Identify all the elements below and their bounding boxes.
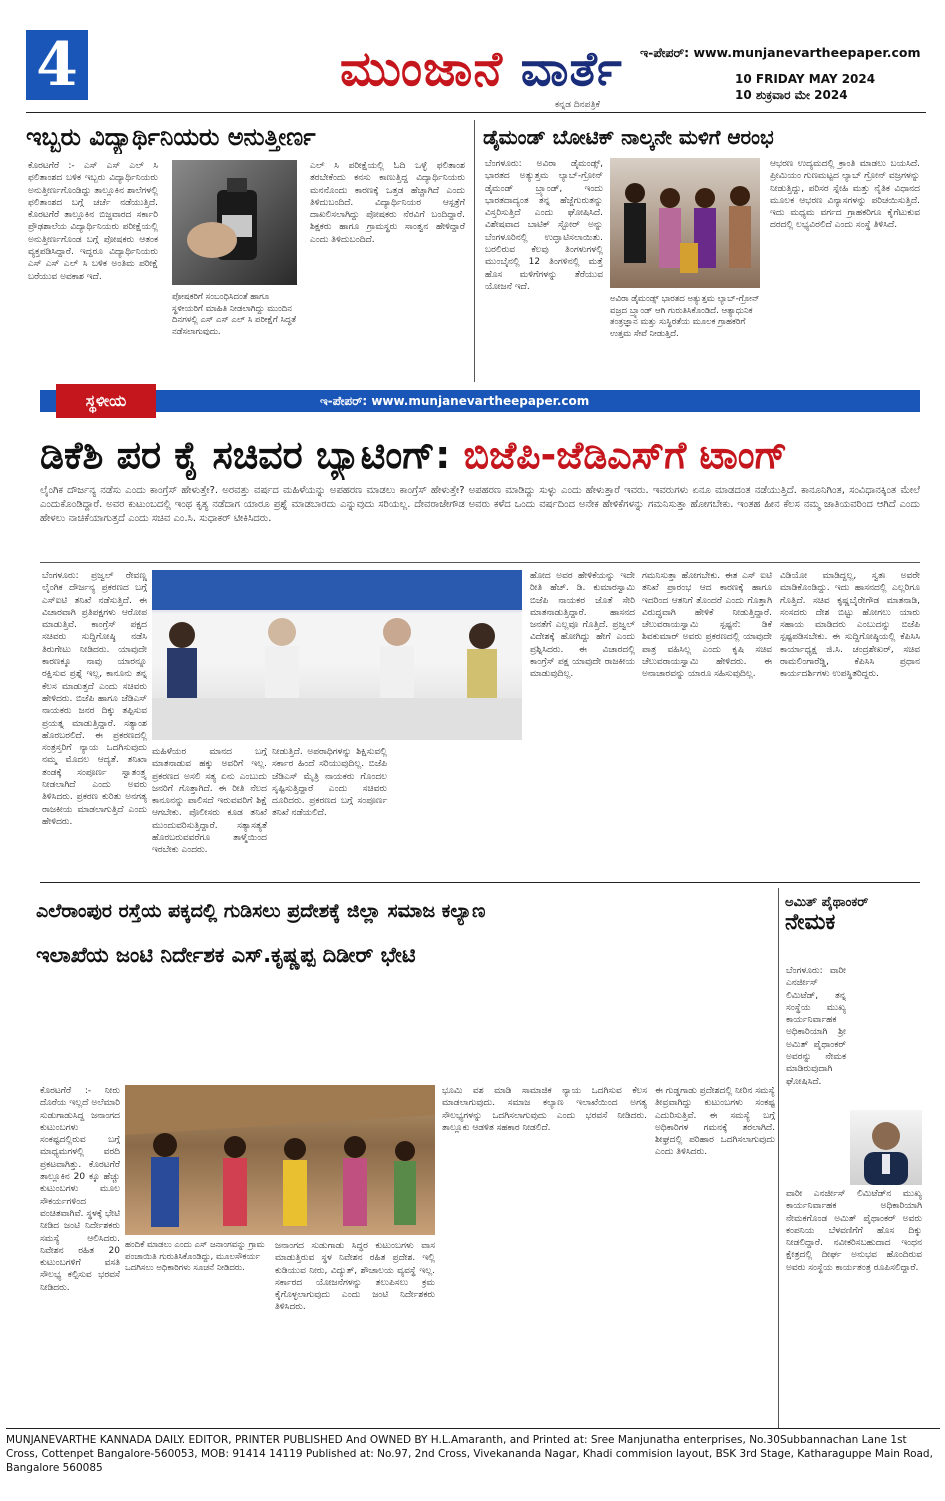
story5-body-bottom: ವಾರೀ ಎನರ್ಜೀಸ್ ಲಿಮಿಟೆಡ್‌ನ ಮುಖ್ಯ ಕಾರ್ಯನಿರ್ವಾಹಕ ಅಧಿಕಾರಿಯಾಗಿ ನೇಮಕಗೊಂಡ ಅಮಿತ್ ಪೈಥಾಂಕರ್ ಅವರು ಕಂಪನಿಯ ಬೆಳವಣಿಗೆಗೆ ಹೊಸ ದಿಕ್ಕು ನೀಡಲಿದ್ದಾರೆ. ನವೀಕರಿಸಬಹುದಾದ ಇಂಧನ ಕ್ಷೇತ್ರದಲ್ಲಿ ದೀರ್ಘ ಅನುಭವ ಹೊಂದಿರುವ ಅವರು ಸಂಸ್ಥೆಯ ಕಾರ್ಯತಂತ್ರ ರೂಪಿಸಲಿದ್ದಾರೆ. xyxy=(786,1189,922,1273)
story5-body-top: ಬೆಂಗಳೂರು: ವಾರೀ ಎನರ್ಜೀಸ್ ಲಿಮಿಟೆಡ್, ತನ್ನ ಸಂಸ್ಥೆಯ ಮುಖ್ಯ ಕಾರ್ಯನಿರ್ವಾಹಕ ಅಧಿಕಾರಿಯಾಗಿ ಶ್ರೀ ಅಮಿತ್ ಪೈಥಾಂಕರ್ ಅವರನ್ನು ನೇಮಕ ಮಾಡಿರುವುದಾಗಿ ಘೋಷಿಸಿದೆ. xyxy=(786,966,846,1087)
story4-headline-line2: ಇಲಾಖೆಯ ಜಂಟಿ ನಿರ್ದೇಶಕ ಎಸ್.ಕೃಷ್ಣಪ್ಪ ದಿಡೀರ್ ಭೇಟಿ xyxy=(36,943,416,967)
newspaper-tagline: ಕನ್ನಡ ದಿನಪತ್ರಿಕೆ xyxy=(555,100,601,110)
story4-column-4: ಭೂಮಿ ವಶ ಮಾಡಿ ಸಾಮಾಜಿಕ ನ್ಯಾಯ ಒದಗಿಸುವ ಕೆಲಸ ಮಾಡಲಾಗುವುದು. ಸಮಾಜ ಕಲ್ಯಾಣ ಇಲಾಖೆಯಿಂದ ಅಗತ್ಯ ಸೌಲಭ್ಯಗಳನ್ನು ಒದಗಿಸಲಾಗುವುದು ಎಂದು ಭರವಸೆ ನೀಡಿದರು. ತಾಲ್ಲೂಕು ಆಡಳಿತ ಸಹಕಾರ ನೀಡಲಿದೆ. xyxy=(442,1086,647,1133)
lead-column-6: ವಿಡಿಯೋ ಮಾಡಿದ್ದಲ್ಲ, ಸ್ವತಃ ಅವರೇ ಮಾಡಿಕೊಂಡಿದ್ದು. ಇದು ಹಾಸನದಲ್ಲಿ ಎಲ್ಲರಿಗೂ ಗೊತ್ತಿದೆ. ಸಚಿವ ಕೃಷ್ಣಬೈರೇಗೌಡ ಮಾತನಾಡಿ, ಸಂಸದರು ದೇಶ ಬಿಟ್ಟು ಹೋಗಲು ಯಾರು ಸಹಾಯ ಮಾಡಿದರು ಎಂಬುದನ್ನು ಬಿಜೆಪಿ ಸ್ಪಷ್ಟಪಡಿಸಬೇಕು. ಈ ಸುದ್ದಿಗೋಷ್ಠಿಯಲ್ಲಿ ಕೆಪಿಸಿಸಿ ಕಾರ್ಯಾಧ್ಯಕ್ಷ ಜಿ.ಸಿ. ಚಂದ್ರಶೇಖರ್, ಸಚಿವ ರಾಮಲಿಂಗಾರೆಡ್ಡಿ, ಕೆಪಿಸಿಸಿ ಪ್ರಧಾನ ಕಾರ್ಯದರ್ಶಿಗಳು ಉಪಸ್ಥಿತರಿದ್ದರು. xyxy=(780,571,920,680)
story1-photo-caption: ಪೋಷಕರಿಗೆ ಸಂಬಂಧಿಸಿದಂತೆ ಹಾಗೂ ಸ್ಥಳೀಯರಿಗೆ ಮಾಹಿತಿ ನೀಡಲಾಗಿದ್ದು ಮುಂದಿನ ದಿನಗಳಲ್ಲಿ ಎಸ್ ಎಸ್ ಎಲ್ ಸಿ ಪರೀಕ್ಷೆಗೆ ಸಿದ್ಧತೆ ನಡೆಸಲಾಗುವುದು. xyxy=(172,292,297,337)
person-portrait-icon xyxy=(850,1110,922,1185)
date-kannada: 10 ಶುಕ್ರವಾರ ಮೇ 2024 xyxy=(735,88,848,102)
lead-headline xyxy=(40,430,787,480)
story4-column-5: ಈ ಗುಡ್ಡಗಾಡು ಪ್ರದೇಶದಲ್ಲಿ ನೀರಿನ ಸಮಸ್ಯೆ ತೀವ್ರವಾಗಿದ್ದು ಕುಟುಂಬಗಳು ಸಂಕಷ್ಟ ಎದುರಿಸುತ್ತಿವೆ. ಈ ಸಮಸ್ಯೆ ಬಗ್ಗೆ ಅಧಿಕಾರಿಗಳ ಗಮನಕ್ಕೆ ತರಲಾಗಿದೆ. ಶೀಘ್ರದಲ್ಲಿ ಪರಿಹಾರ ಒದಗಿಸಲಾಗುವುದು ಎಂದು ತಿಳಿಸಿದರು. xyxy=(655,1086,775,1158)
masthead-rule xyxy=(26,112,926,113)
epaper-link[interactable]: ಇ-ಪೇಪರ್: www.munjanevartheepaper.com xyxy=(640,45,921,60)
story4-headline-line1: ಎಲೆರಾಂಪುರ ರಸ್ತೆಯ ಪಕ್ಕದಲ್ಲಿ ಗುಡಿಸಲು ಪ್ರದೇಶಕ್ಕೆ ಜಿಲ್ಲಾ ಸಮಾಜ ಕಲ್ಯಾಣ xyxy=(36,900,486,922)
story1-column-3: ಎಲ್ ಸಿ ಪರೀಕ್ಷೆಯಲ್ಲಿ ಓದಿ ಒಳ್ಳೆ ಫಲಿತಾಂಶ ತರಬೇಕೆಂದು ಕನಸು ಕಾಣುತ್ತಿದ್ದ ವಿದ್ಯಾರ್ಥಿನಿಯರು ಮನನೊಂದು ಕಾರಣಕ್ಕೆ ಒತ್ತಡ ಹೆಚ್ಚಾಗಿದೆ ಎಂದು ತಿಳಿದುಬಂದಿದೆ. ವಿದ್ಯಾರ್ಥಿನಿಯರ ಆಸ್ಪತ್ರೆಗೆ ದಾಖಲಿಸಲಾಗಿದ್ದು ಪೋಷಕರು ನೆರವಿಗೆ ಬಂದಿದ್ದಾರೆ. ಶಿಕ್ಷಕರು ಹಾಗೂ ಗ್ರಾಮಸ್ಥರು ಸಾಂತ್ವನ ಹೇಳಿದ್ದಾರೆ ಎಂದು ತಿಳಿದುಬಂದಿದೆ. xyxy=(310,161,465,245)
section-bar-url[interactable]: ಇ-ಪೇಪರ್: www.munjanevartheepaper.com xyxy=(320,394,590,408)
appointment-header xyxy=(785,895,925,935)
column-divider xyxy=(474,120,475,382)
title-part2: ವಾರ್ತೆ xyxy=(520,41,623,97)
lead-column-4: ಹೋದ ಅವರ ಹೇಳಿಕೆಯನ್ನು ಇದೇ ರೀತಿ ಹೆಚ್. ಡಿ. ಕುಮಾರಸ್ವಾಮಿ ಬಿಜೆಪಿ ನಾಯಕರ ಜೊತೆ ಸೇರಿ ಮಾತನಾಡುತ್ತಿದ್ದಾರೆ. ಹಾಸನದ ಜನತೆಗೆ ಎಲ್ಲವೂ ಗೊತ್ತಿದೆ. ಪ್ರಜ್ವಲ್ ವಿದೇಶಕ್ಕೆ ಹೋಗಿದ್ದು ಹೇಗೆ ಎಂದು ಪ್ರಶ್ನಿಸಿದರು. ಈ ವಿಚಾರದಲ್ಲಿ ಕಾಂಗ್ರೆಸ್ ಪಕ್ಷ ಯಾವುದೇ ರಾಜಕೀಯ ಮಾಡುವುದಿಲ್ಲ. xyxy=(530,571,635,680)
title-part1: ಮುಂಜಾನೆ xyxy=(340,41,503,97)
newspaper-title xyxy=(340,40,623,98)
appointment-title: ನೇಮಕ xyxy=(785,910,836,935)
story1-photo xyxy=(172,160,297,285)
story4-column-3: ಜನಾಂಗದ ಸುಡುಗಾಡು ಸಿದ್ಧರ ಕುಟುಂಬಗಳು ವಾಸ ಮಾಡುತ್ತಿರುವ ಸ್ಥಳ ನಿವೇಶನ ರಹಿತ ಪ್ರದೇಶ. ಇಲ್ಲಿ ಕುಡಿಯುವ ನೀರು, ವಿದ್ಯುತ್, ಶೌಚಾಲಯ ವ್ಯವಸ್ಥೆ ಇಲ್ಲ. ಸರ್ಕಾರದ ಯೋಜನೆಗಳನ್ನು ತಲುಪಿಸಲು ಕ್ರಮ ಕೈಗೊಳ್ಳಲಾಗುವುದು ಎಂದು ಜಂಟಿ ನಿರ್ದೇಶಕರು ತಿಳಿಸಿದರು. xyxy=(275,1241,435,1313)
story1-column-1: ಕೊರಟಗೆರೆ :- ಎಸ್ ಎಸ್ ಎಲ್ ಸಿ ಫಲಿತಾಂಶದ ಬಳಿಕ ಇಬ್ಬರು ವಿದ್ಯಾರ್ಥಿನಿಯರು ಅನುತ್ತೀರ್ಣಗೊಂಡಿದ್ದು ತಾಲ್ಲೂಕಿನ ಶಾಲೆಗಳಲ್ಲಿ ಫಲಿತಾಂಶದ ಬಗ್ಗೆ ಚರ್ಚೆ ನಡೆಯುತ್ತಿದೆ. ಕೊರಟಗೆರೆ ತಾಲ್ಲೂಕಿನ ಬಿಜ್ಜವಾರದ ಸರ್ಕಾರಿ ಪ್ರೌಢಶಾಲೆಯ ವಿದ್ಯಾರ್ಥಿನಿಯರು ಪರೀಕ್ಷೆಯಲ್ಲಿ ಅನುತ್ತೀರ್ಣಗೊಂಡ ಬಗ್ಗೆ ಪೋಷಕರು ಆತಂಕ ವ್ಯಕ್ತಪಡಿಸಿದ್ದಾರೆ. ಇದ್ದರೂ ವಿದ್ಯಾರ್ಥಿನಿಯರು ಎಸ್ ಎಸ್ ಎಲ್ ಸಿ ಬಳಿಕ ಅಂತಿಮ ಪರೀಕ್ಷೆ ಬರೆಯುವ ಅವಕಾಶ ಇದೆ. xyxy=(28,161,158,282)
lead-column-2: ಮಹಿಳೆಯರ ಮಾನದ ಬಗ್ಗೆ ಮಾತನಾಡುವ ಹಕ್ಕು ಅವರಿಗೆ ಇಲ್ಲ. ಪ್ರಕರಣದ ಅಸಲಿ ಸತ್ಯ ಏನು ಎಂಬುದು ಜನರಿಗೆ ಗೊತ್ತಾಗಿದೆ. ಈ ರೀತಿ ನೆಲದ ಕಾನೂನನ್ನು ಪಾಲಿಸದೆ ಇರುವವರಿಗೆ ಶಿಕ್ಷೆ ಆಗಬೇಕು. ಪೊಲೀಸರು ಕೂಡ ತನಿಖೆ ಮುಂದುವರಿಸುತ್ತಿದ್ದಾರೆ. ಸತ್ಯಾಸತ್ಯತೆ ಹೊರಬರುವವರೆಗೂ ತಾಳ್ಮೆಯಿಂದ ಇರಬೇಕು ಎಂದರು. xyxy=(152,747,267,856)
lead-intro: ಲೈಂಗಿಕ ದೌರ್ಜನ್ಯ ನಡೆಸು ಎಂದು ಕಾಂಗ್ರೆಸ್ ಹೇಳುತ್ತೇ?. ಅರವತ್ತು ವರ್ಷದ ಮಹಿಳೆಯನ್ನು ಅಪಹರಣ ಮಾಡಲು ಕಾಂಗ್ರೆಸ್ ಹೇಳುತ್ತೇ? ಅಪಹರಣ ಮಾಡಿದ್ದು ಸುಳ್ಳು ಎಂದು ಹೇಳುತ್ತಾರೆ ಇವರು. ಇವರುಗಳು ಏನೂ ಮಾಡದಂತ ನಡೆಯುತ್ತಿದೆ. ಕಾನೂನಿಗಿಂತ, ಸಂವಿಧಾನಕ್ಕಿಂತ ಮೇಲೆ ಎಂದುಕೊಂಡಿದ್ದಾರೆ. ಅವರ ಕುಟುಂಬದಲ್ಲಿ ಇಂಥ ಕೃತ್ಯ ನಡೆದಾಗ ಯಾರೂ ಪ್ರಶ್ನೆ ಮಾಡಬಾರದು ಎನ್ನುವುದು ಸರಿಯಲ್ಲ. ದೇವರಾಜೇಗೌಡ ಅವರು ಕಳೆದ ಒಂದು ವರ್ಷದಿಂದ ಅನೇಕ ಹೇಳಿಕೆಗಳನ್ನು ಗಮನಿಸುತ್ತಾ ಹೋಗಬೇಕು. ಇಂತಹ ಹೀನ ಕೆಲಸ ನಮ್ಮ ಜಾತಿಯವರಿಂದ ಆಗಿದೆ ಎಂದು ಹೇಳಲು ನಾಚಿಕೆಯಾಗುತ್ತದೆ ಎಂದು ಸಚಿವ ಎಂ.ಸಿ. ಸುಧಾಕರ್ ಟೀಕಿಸಿದರು. xyxy=(40,485,920,524)
imprint-footer: MUNJANEVARTHE KANNADA DAILY. EDITOR, PRINTER PUBLISHED And OWNED BY H.L.Amaranth, and Printed at: Sree Manjunatha enterprises, No.30Subbannachan Lane 1st Cross, Cottenpet Bangalore-560053, MOB: 91414 14119 Published at: No.97, 2nd Cross, Vivekananda Nagar, Khadi commision layout, BSK 3rd Stage, Katharaguppe Main Road, Bangalore 560085 xyxy=(6,1434,933,1474)
village-visit-icon xyxy=(125,1085,435,1235)
lead-intro-rule xyxy=(40,562,920,563)
lead-photo xyxy=(152,570,522,740)
story2-column-1: ಬೆಂಗಳೂರು: ಅವಿರಾ ಡೈಮಂಡ್ಸ್, ಭಾರತದ ಅತ್ಯುತ್ತಮ ಲ್ಯಾಬ್-ಗ್ರೋನ್ ಡೈಮಂಡ್ ಬ್ರ್ಯಾಂಡ್, ಇಂದು ಭಾರತದಾದ್ಯಂತ ತನ್ನ ಹೆಜ್ಜೆಗುರುತನ್ನು ವಿಸ್ತರಿಸುತ್ತಿದೆ ಎಂದು ಘೋಷಿಸಿದೆ. ವಿಶೇಷವಾದ ಬಾಟಿಕ್ ಸ್ಟೋರ್ ಅನ್ನು ಬೆಂಗಳೂರಿನಲ್ಲಿ ಉದ್ಘಾಟಿಸಲಾಯಿತು. ಬರಲಿರುವ ಕೆಲವು ತಿಂಗಳುಗಳಲ್ಲಿ ಮುಂಬೈನಲ್ಲಿ 12 ತಿಂಗಳಿನಲ್ಲಿ ಮತ್ತೆ ಹೊಸ ಮಳಿಗೆಗಳನ್ನು ತೆರೆಯುವ ಯೋಜನೆ ಇದೆ. xyxy=(485,159,603,292)
date-english: 10 FRIDAY MAY 2024 xyxy=(735,72,876,86)
lead-bottom-rule xyxy=(40,882,920,883)
lead-headline-black: ಡಿಕೆಶಿ ಪರ ಕೈ ಸಚಿವರ ಬ್ಯಾಟಿಂಗ್: xyxy=(40,433,451,477)
poison-bottle-icon xyxy=(172,160,297,285)
story4-column-1: ಕೊರಟಗೆರೆ :- ನೀರು ದೊರೆಯ ಇಲ್ಲದೆ ಅಲೆಮಾರಿ ಸುಡುಗಾಡುಸಿದ್ದ ಜನಾಂಗದ ಕುಟುಂಬಗಳು ಸಂಕಷ್ಟದಲ್ಲಿರುವ ಬಗ್ಗೆ ಮಾಧ್ಯಮಗಳಲ್ಲಿ ವರದಿ ಪ್ರಕಟವಾಗಿತ್ತು. ಕೊರಟಗೆರೆ ತಾಲ್ಲೂಕಿನ 20 ಕ್ಕೂ ಹೆಚ್ಚು ಕುಟುಂಬಗಳು ಮೂಲ ಸೌಕರ್ಯಗಳಿಂದ ವಂಚಿತವಾಗಿವೆ. ಸ್ಥಳಕ್ಕೆ ಭೇಟಿ ನೀಡಿದ ಜಂಟಿ ನಿರ್ದೇಶಕರು ಸಮಸ್ಯೆ ಆಲಿಸಿದರು. ನಿವೇಶನ ರಹಿತ 20 ಕುಟುಂಬಗಳಿಗೆ ವಸತಿ ಸೌಲಭ್ಯ ಕಲ್ಪಿಸುವ ಭರವಸೆ ನೀಡಿದರು. xyxy=(40,1086,120,1293)
story4-photo xyxy=(125,1085,435,1235)
story2-column-3: ಆಭರಣ ಉದ್ಯಮದಲ್ಲಿ ಕ್ರಾಂತಿ ಮಾಡಲು ಬಯಸಿದೆ. ಪ್ರೀಮಿಯಂ ಗುಣಮಟ್ಟದ ಲ್ಯಾಬ್ ಗ್ರೋನ್ ವಜ್ರಗಳನ್ನು ನೀಡುತ್ತಿದ್ದು, ಪರಿಸರ ಸ್ನೇಹಿ ಮತ್ತು ನೈತಿಕ ವಿಧಾನದ ಮೂಲಕ ಆಭರಣ ವಿನ್ಯಾಸಗಳನ್ನು ಪರಿಚಯಿಸುತ್ತಿದೆ. ಇದು ಮಧ್ಯಮ ವರ್ಗದ ಗ್ರಾಹಕರಿಗೂ ಕೈಗೆಟುಕುವ ದರದಲ್ಲಿ ಲಭ್ಯವಿರಲಿದೆ ಎಂದು ಸಂಸ್ಥೆ ತಿಳಿಸಿದೆ. xyxy=(770,159,920,231)
press-conference-icon xyxy=(152,570,522,740)
story2-photo-caption: ಅವಿರಾ ಡೈಮಂಡ್ಸ್ ಭಾರತದ ಅತ್ಯುತ್ತಮ ಲ್ಯಾಬ್-ಗ್ರೋನ್ ವಜ್ರದ ಬ್ರ್ಯಾಂಡ್ ಆಗಿ ಗುರುತಿಸಿಕೊಂಡಿದೆ. ಆತ್ಯಾಧುನಿಕ ತಂತ್ರಜ್ಞಾನ ಮತ್ತು ಸುಸ್ಥಿರತೆಯ ಮೂಲಕ ಗ್ರಾಹಕರಿಗೆ ಉತ್ತಮ ಸೇವೆ ನೀಡುತ್ತಿದೆ. xyxy=(610,294,760,339)
section-label: ಸ್ಥಳೀಯ xyxy=(56,384,156,418)
appointee-photo xyxy=(850,1110,922,1185)
lead-column-5: ಗಮನಿಸುತ್ತಾ ಹೋಗಬೇಕು. ಈತ ಎಸ್ ಐಟಿ ತನಿಖೆ ಪ್ರಾರಂಭ ಆದ ಕಾರಣಕ್ಕೆ ಹಾಗೂ ಇದರಿಂದ ಆತನಿಗೆ ತೊಂದರೆ ಎಂದು ಗೊತ್ತಾಗಿ ವಿರುದ್ಧವಾಗಿ ಹೇಳಿಕೆ ನೀಡುತ್ತಿದ್ದಾರೆ. ಚೆಲುವರಾಯಸ್ವಾಮಿ ಸ್ಪಷ್ಟನೆ: ಡಿಕೆ ಶಿವಕುಮಾರ್ ಅವರು ಪ್ರಕರಣದಲ್ಲಿ ಯಾವುದೇ ಪಾತ್ರ ವಹಿಸಿಲ್ಲ ಎಂದು ಕೃಷಿ ಸಚಿವ ಚೆಲುವರಾಯಸ್ವಾಮಿ ಹೇಳಿದರು. ಈ ಅನಾಚಾರವನ್ನು ಯಾರೂ ಸಹಿಸುವುದಿಲ್ಲ. xyxy=(642,571,772,680)
sidebar-divider xyxy=(778,888,779,1428)
story2-headline: ಡೈಮಂಡ್ ಬೋಟಿಕ್ ನಾಲ್ಕನೇ ಮಳಿಗೆ ಆರಂಭ xyxy=(483,125,774,149)
lead-headline-red: ಬಿಜೆಪಿ-ಜೆಡಿಎಸ್‌ಗೆ ಟಾಂಗ್ xyxy=(463,433,788,477)
story4-photo-caption: ಹಂದಿಕೆ ಮಾಡಲು ಎಂದು ಎಸ್ ಜನಾಂಗವನ್ನು ಗ್ರಾಮ ಪಂಚಾಯಿತಿ ಗುರುತಿಸಿಕೊಂಡಿದ್ದು, ಮೂಲಸೌಕರ್ಯ ಒದಗಿಸಲು ಅಧಿಕಾರಿಗಳು ಸೂಚನೆ ನೀಡಿದರು. xyxy=(125,1240,265,1273)
lead-column-3: ನೀಡುತ್ತಿದೆ. ಅಪರಾಧಿಗಳನ್ನು ಶಿಕ್ಷಿಸುವಲ್ಲಿ ಸರ್ಕಾರ ಹಿಂದೆ ಸರಿಯುವುದಿಲ್ಲ. ಬಿಜೆಪಿ ಜೆಡಿಎಸ್ ಮೈತ್ರಿ ನಾಯಕರು ಗೊಂದಲ ಸೃಷ್ಟಿಸುತ್ತಿದ್ದಾರೆ ಎಂದು ಸಚಿವರು ದೂರಿದರು. ಪ್ರಕರಣದ ಬಗ್ಗೆ ಸಂಪೂರ್ಣ ತನಿಖೆ ನಡೆಯಲಿದೆ. xyxy=(272,747,387,819)
page-number: 4 xyxy=(26,30,88,100)
group-photo-icon xyxy=(610,158,760,288)
appointee-name: ಅಮಿತ್ ಪೈಥಾಂಕರ್ xyxy=(785,895,869,910)
lead-column-1: ಬೆಂಗಳೂರು: ಪ್ರಜ್ವಲ್ ರೇವಣ್ಣ ಲೈಂಗಿಕ ದೌರ್ಜನ್ಯ ಪ್ರಕರಣದ ಬಗ್ಗೆ ಎಸ್ಐಟಿ ತನಿಖೆ ನಡೆಸುತ್ತಿದೆ. ಈ ವಿಚಾರವಾಗಿ ಪ್ರತಿಪಕ್ಷಗಳು ಆರೋಪ ಮಾಡುತ್ತಿವೆ. ಕಾಂಗ್ರೆಸ್ ಪಕ್ಷದ ಸಚಿವರು ಸುದ್ದಿಗೋಷ್ಠಿ ನಡೆಸಿ ತಿರುಗೇಟು ನೀಡಿದರು. ಯಾವುದೇ ಕಾರಣಕ್ಕೂ ನಾವು ಯಾರನ್ನೂ ರಕ್ಷಿಸುವ ಪ್ರಶ್ನೆ ಇಲ್ಲ, ಕಾನೂನು ತನ್ನ ಕೆಲಸ ಮಾಡುತ್ತದೆ ಎಂದು ಸಚಿವರು ಹೇಳಿದರು. ಬಿಜೆಪಿ ಹಾಗೂ ಜೆಡಿಎಸ್ ನಾಯಕರು ಜನರ ದಿಕ್ಕು ತಪ್ಪಿಸುವ ಪ್ರಯತ್ನ ಮಾಡುತ್ತಿದ್ದಾರೆ. ಸತ್ಯಾಂಶ ಹೊರಬರಲಿದೆ. ಈ ಪ್ರಕರಣದಲ್ಲಿ ಸಂತ್ರಸ್ತರಿಗೆ ನ್ಯಾಯ ಒದಗಿಸುವುದು ನಮ್ಮ ಮೊದಲ ಆದ್ಯತೆ. ತನಿಖಾ ತಂಡಕ್ಕೆ ಸಂಪೂರ್ಣ ಸ್ವಾತಂತ್ರ್ಯ ನೀಡಲಾಗಿದೆ ಎಂದು ಅವರು ತಿಳಿಸಿದರು. ಪ್ರಕರಣ ಕುರಿತು ಅನಗತ್ಯ ರಾಜಕೀಯ ಮಾಡಲಾಗುತ್ತಿದೆ ಎಂದು ಹೇಳಿದರು. xyxy=(42,571,147,827)
story2-photo xyxy=(610,158,760,288)
story1-headline: ಇಬ್ಬರು ವಿದ್ಯಾರ್ಥಿನಿಯರು ಅನುತ್ತೀರ್ಣ xyxy=(26,123,316,151)
footer-rule xyxy=(6,1428,940,1429)
